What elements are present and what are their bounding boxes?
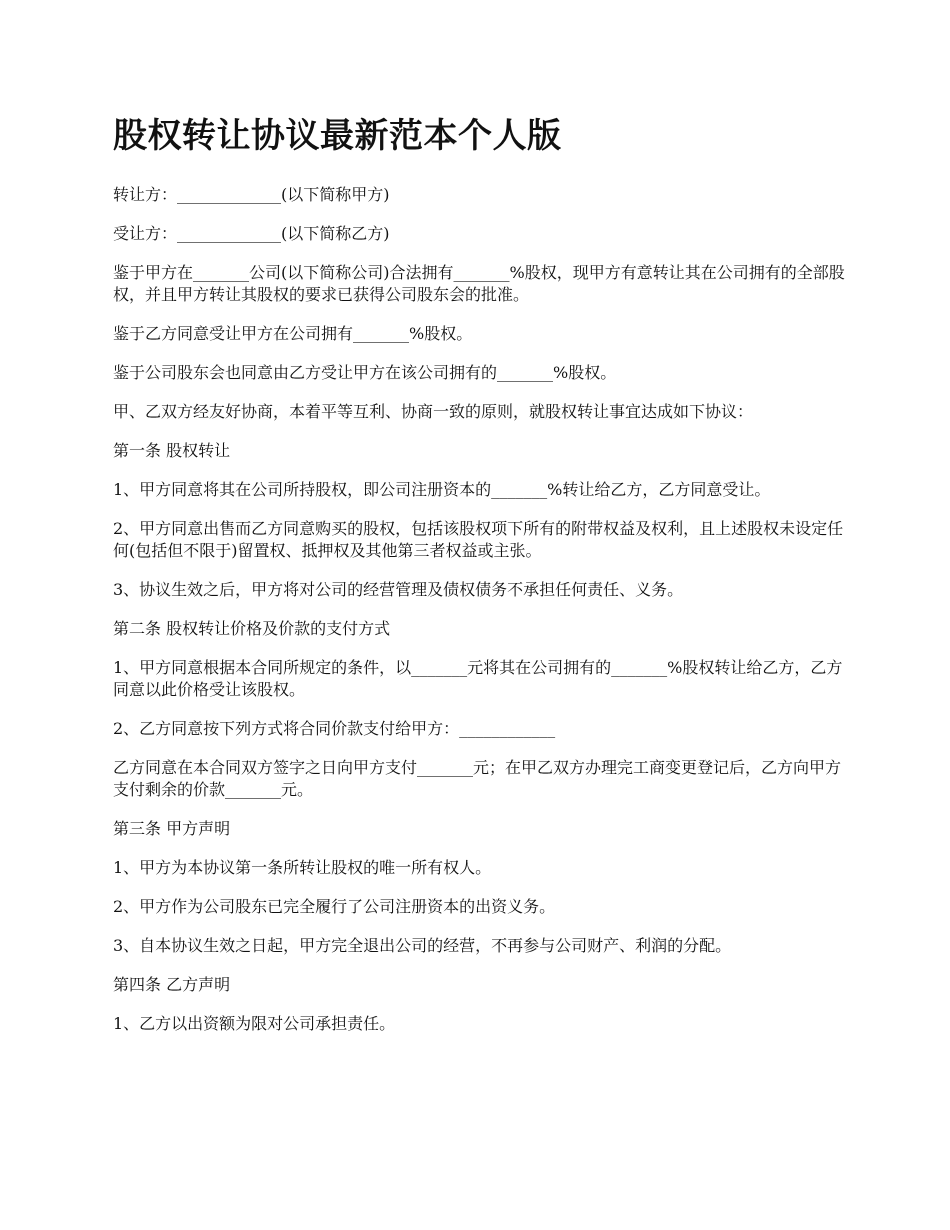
article-heading: 第一条 股权转让 bbox=[113, 441, 231, 460]
clause-paragraph: 3、协议生效之后，甲方将对公司的经营管理及债权债务不承担任何责任、义务。 bbox=[113, 580, 684, 599]
article-heading: 第二条 股权转让价格及价款的支付方式 bbox=[113, 619, 391, 638]
clause-paragraph: 1、甲方同意根据本合同所规定的条件，以_______元将其在公司拥有的_______%股权转让给乙方，乙方同意以此价格受让该股权。 bbox=[113, 658, 843, 699]
article-heading: 第四条 乙方声明 bbox=[113, 975, 231, 994]
clause-paragraph: 1、乙方以出资额为限对公司承担责任。 bbox=[113, 1014, 396, 1033]
article-heading: 第三条 甲方声明 bbox=[113, 819, 231, 838]
clause-paragraph: 1、甲方为本协议第一条所转让股权的唯一所有权人。 bbox=[113, 858, 492, 877]
clause-paragraph: 1、甲方同意将其在公司所持股权，即公司注册资本的_______%转让给乙方，乙方同意受让。 bbox=[113, 480, 771, 499]
document-page bbox=[113, 112, 853, 1052]
recital-paragraph: 鉴于公司股东会也同意由乙方受让甲方在该公司拥有的_______%股权。 bbox=[113, 363, 617, 382]
agreement-intro: 甲、乙双方经友好协商，本着平等互利、协商一致的原则，就股权转让事宜达成如下协议： bbox=[113, 402, 754, 421]
clause-paragraph: 乙方同意在本合同双方签字之日向甲方支付_______元；在甲乙双方办理完工商变更登记后，乙方向甲方支付剩余的价款_______元。 bbox=[113, 758, 842, 799]
clause-paragraph: 2、甲方作为公司股东已完全履行了公司注册资本的出资义务。 bbox=[113, 897, 556, 916]
clause-paragraph: 2、乙方同意按下列方式将合同价款支付给甲方：____________ bbox=[113, 719, 556, 738]
clause-paragraph: 2、甲方同意出售而乙方同意购买的股权，包括该股权项下所有的附带权益及权利，且上述股权未设定任何(包括但不限于)留置权、抵押权及其他第三者权益或主张。 bbox=[113, 519, 844, 560]
party-a-line: 转让方：_____________(以下简称甲方) bbox=[113, 185, 390, 204]
recital-paragraph: 鉴于甲方在_______公司(以下简称公司)合法拥有_______%股权，现甲方有意转让其在公司拥有的全部股权，并且甲方转让其股权的要求已获得公司股东会的批准。 bbox=[113, 263, 845, 304]
clause-paragraph: 3、自本协议生效之日起，甲方完全退出公司的经营，不再参与公司财产、利润的分配。 bbox=[113, 936, 732, 955]
document-title: 股权转让协议最新范本个人版 bbox=[113, 116, 562, 156]
party-b-line: 受让方：_____________(以下简称乙方) bbox=[113, 224, 390, 243]
recital-paragraph: 鉴于乙方同意受让甲方在公司拥有_______%股权。 bbox=[113, 324, 473, 343]
